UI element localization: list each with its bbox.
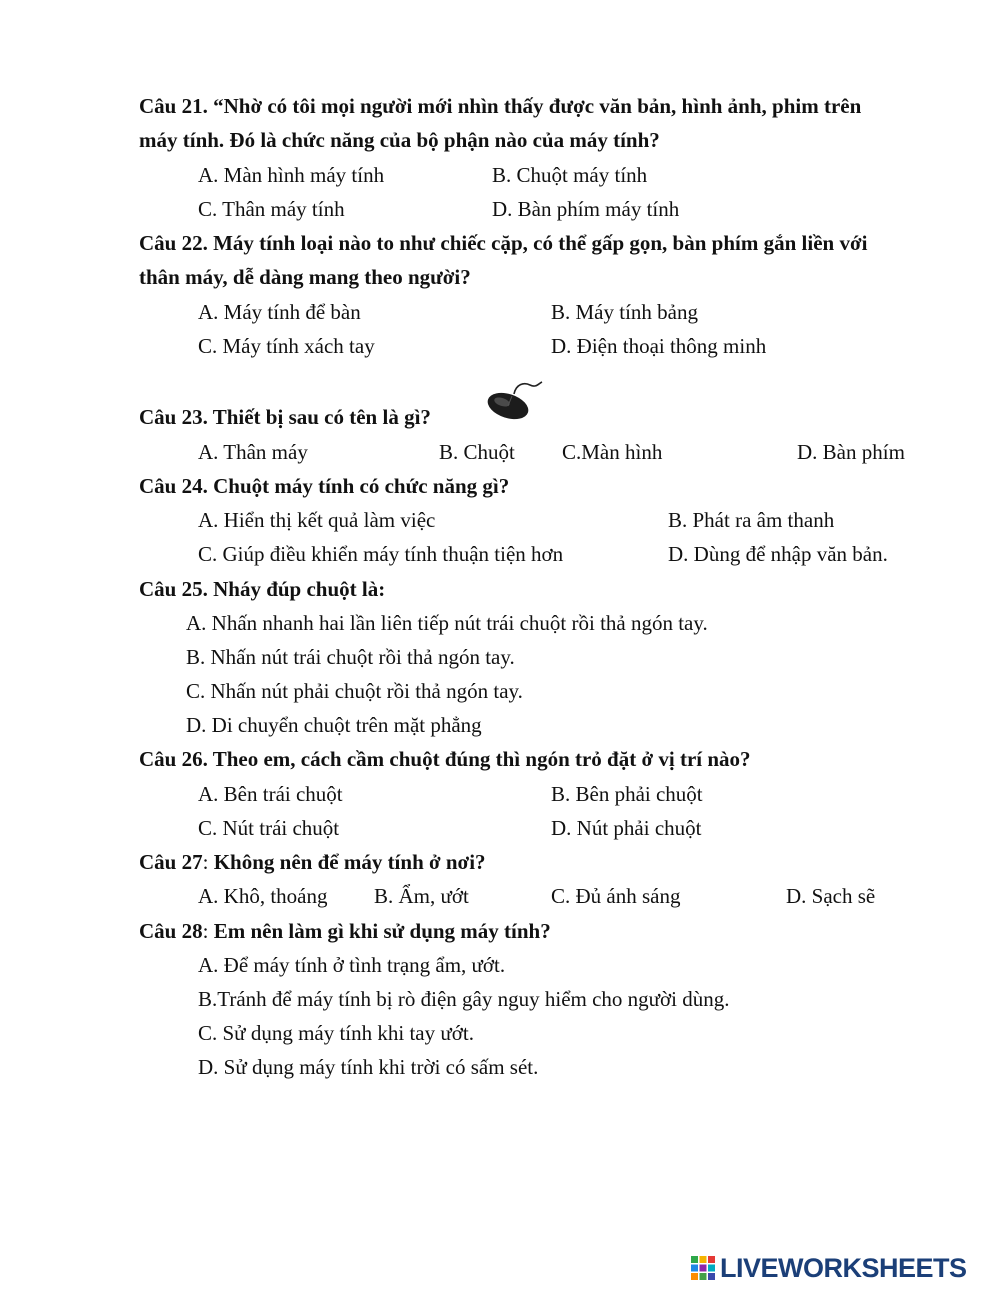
question-21-options-row-2 xyxy=(0,192,1000,226)
option: B. Ẩm, ướt xyxy=(374,884,469,908)
option: A. Hiển thị kết quả làm việc xyxy=(198,508,436,532)
question-22-line-1: Câu 22. Máy tính loại nào to như chiếc cặp, có thể gấp gọn, bàn phím gắn liền với xyxy=(139,231,868,255)
liveworksheets-brand xyxy=(690,1250,990,1286)
question-25: Câu 25. Nháy đúp chuột là: xyxy=(139,577,386,601)
option: A. Khô, thoáng xyxy=(198,884,328,908)
option: C.Màn hình xyxy=(562,440,663,464)
question-26-options-row-1 xyxy=(0,777,1000,811)
question-28-option-c: C. Sử dụng máy tính khi tay ướt. xyxy=(198,1021,474,1045)
option: C. Giúp điều khiển máy tính thuận tiện hơn xyxy=(198,542,564,566)
question-23-options-row xyxy=(0,435,1000,469)
question-25-option-d: D. Di chuyển chuột trên mặt phẳng xyxy=(186,713,482,737)
question-24-options-row-1 xyxy=(0,503,1000,537)
question-28-option-b: B.Tránh để máy tính bị rò điện gây nguy hiểm cho người dùng. xyxy=(198,987,730,1011)
brand-text: LIVEWORKSHEETS xyxy=(720,1252,967,1283)
option: A. Màn hình máy tính xyxy=(198,163,385,187)
option: C. Nút trái chuột xyxy=(198,816,340,840)
question-23: Câu 23. Thiết bị sau có tên là gì? xyxy=(139,405,431,429)
option: C. Thân máy tính xyxy=(198,197,345,221)
question-27-options-row xyxy=(0,879,1000,913)
computer-mouse-icon xyxy=(484,376,544,426)
question-21-options-row-1 xyxy=(0,158,1000,192)
question-22-options-row-1 xyxy=(0,295,1000,329)
question-24: Câu 24. Chuột máy tính có chức năng gì? xyxy=(139,474,510,498)
question-28-option-d: D. Sử dụng máy tính khi trời có sấm sét. xyxy=(198,1055,539,1079)
question-28: Câu 28: Em nên làm gì khi sử dụng máy tính? xyxy=(139,919,551,943)
question-25-option-c: C. Nhấn nút phải chuột rồi thả ngón tay. xyxy=(186,679,523,703)
option: B. Bên phải chuột xyxy=(551,782,703,806)
option: B. Chuột máy tính xyxy=(492,163,648,187)
question-22-options-row-2 xyxy=(0,329,1000,363)
question-27: Câu 27: Không nên để máy tính ở nơi? xyxy=(139,850,486,874)
option: B. Phát ra âm thanh xyxy=(668,508,835,532)
option: D. Điện thoại thông minh xyxy=(551,334,767,358)
option: D. Bàn phím xyxy=(797,440,905,464)
option: D. Nút phải chuột xyxy=(551,816,702,840)
option: B. Máy tính bảng xyxy=(551,300,698,324)
option: D. Bàn phím máy tính xyxy=(492,197,680,221)
option: A. Thân máy xyxy=(198,440,308,464)
option: C. Đủ ánh sáng xyxy=(551,884,681,908)
question-21-line-1: Câu 21. “Nhờ có tôi mọi người mới nhìn thấy được văn bản, hình ảnh, phim trên xyxy=(139,94,862,118)
option: B. Chuột xyxy=(439,440,515,464)
option: D. Dùng để nhập văn bản. xyxy=(668,542,888,566)
option: A. Bên trái chuột xyxy=(198,782,343,806)
question-22-line-2: thân máy, dễ dàng mang theo người? xyxy=(139,265,471,289)
question-24-options-row-2 xyxy=(0,537,1000,571)
option: A. Máy tính để bàn xyxy=(198,300,361,324)
question-25-option-b: B. Nhấn nút trái chuột rồi thả ngón tay. xyxy=(186,645,515,669)
question-26-options-row-2 xyxy=(0,811,1000,845)
option: D. Sạch sẽ xyxy=(786,884,876,908)
option: C. Máy tính xách tay xyxy=(198,334,375,358)
question-25-option-a: A. Nhấn nhanh hai lần liên tiếp nút trái chuột rồi thả ngón tay. xyxy=(186,611,708,635)
question-28-option-a: A. Để máy tính ở tình trạng ẩm, ướt. xyxy=(198,953,506,977)
question-26: Câu 26. Theo em, cách cầm chuột đúng thì ngón trỏ đặt ở vị trí nào? xyxy=(139,747,751,771)
liveworksheets-logo-icon xyxy=(690,1255,716,1281)
question-21-line-2: máy tính. Đó là chức năng của bộ phận nào của máy tính? xyxy=(139,128,660,152)
